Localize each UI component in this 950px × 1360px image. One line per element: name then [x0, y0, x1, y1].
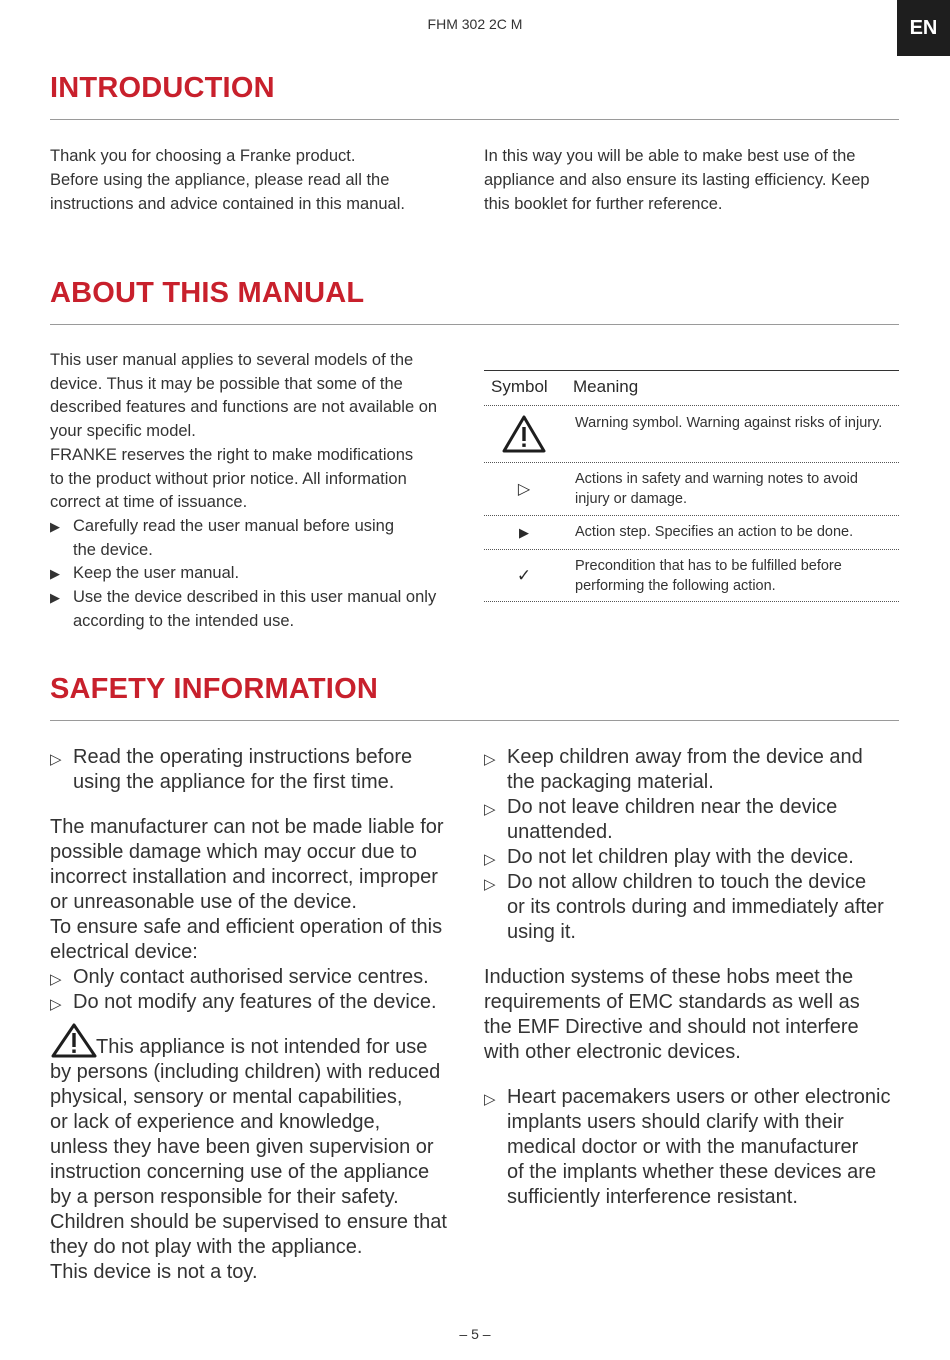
text-line: The manufacturer can not be made liable for [50, 816, 444, 838]
text-line: Do not let children play with the device. [507, 846, 854, 868]
text-line: correct at time of issuance. [50, 493, 248, 512]
about-title: ABOUT THIS MANUAL [50, 277, 365, 309]
introduction-divider [50, 119, 899, 120]
child-safety-list [484, 745, 914, 945]
column-header-meaning: Meaning [573, 377, 639, 396]
open-triangle-icon: ▷ [484, 876, 496, 893]
about-text [50, 349, 475, 633]
text-line: medical doctor or with the manufacturer [507, 1136, 859, 1158]
list-item [50, 965, 475, 990]
open-triangle-icon: ▷ [517, 481, 531, 498]
text-line: electrical device: [50, 941, 198, 963]
language-badge: EN [897, 0, 950, 56]
text-line: by a person responsible for their safety. [50, 1186, 399, 1208]
text-line: to the product without prior notice. All information [50, 469, 407, 488]
open-triangle-icon: ▷ [50, 971, 62, 988]
text-line: Do not modify any features of the device. [73, 991, 437, 1013]
text-line: Before using the appliance, please read all the [50, 171, 390, 189]
text-line: by persons (including children) with reduced [50, 1061, 441, 1083]
text-line: possible damage which may occur due to [50, 841, 417, 863]
open-triangle-icon: ▷ [484, 751, 496, 768]
checkmark-icon: ✓ [516, 565, 532, 585]
text-line: instruction concerning use of the appliance [50, 1161, 430, 1183]
about-divider [50, 324, 899, 325]
text-line: using it. [507, 921, 576, 943]
text-line: Use the device described in this user manual only [73, 588, 437, 607]
text-line: Thank you for choosing a Franke product. [50, 147, 356, 165]
text-line: incorrect installation and incorrect, improper [50, 866, 438, 888]
text-line: with other electronic devices. [484, 1041, 741, 1063]
text-line: unattended. [507, 821, 613, 843]
introduction-title: INTRODUCTION [50, 72, 275, 104]
text-line: Children should be supervised to ensure that [50, 1211, 447, 1233]
warning-triangle-icon [484, 406, 564, 462]
list-item [484, 745, 914, 795]
text-line: Actions in safety and warning notes to avoid [575, 471, 858, 487]
text-line: This user manual applies to several models of the [50, 351, 414, 369]
text-line: Do not allow children to touch the device [507, 871, 867, 893]
open-triangle-icon: ▷ [484, 851, 496, 868]
text-line: unless they have been given supervision or [50, 1136, 434, 1158]
text-line: To ensure safe and efficient operation of this [50, 916, 443, 938]
text-line: or lack of experience and knowledge, [50, 1111, 381, 1133]
list-item [50, 745, 475, 795]
text-line: Keep children away from the device and [507, 746, 863, 768]
pacemaker-note-list [484, 1085, 914, 1210]
text-line: instructions and advice contained in this manual. [50, 195, 405, 213]
symbol-table [484, 370, 899, 602]
text-line: Warning symbol. Warning against risks of injury. [575, 415, 883, 431]
open-triangle-icon: ▷ [484, 801, 496, 818]
text-line: Precondition that has to be fulfilled before [575, 558, 842, 574]
page-number: – 5 – [459, 1326, 491, 1342]
about-action-list [50, 515, 475, 634]
list-item [50, 990, 475, 1015]
text-line: device. Thus it may be possible that some of the [50, 374, 403, 393]
safety-right-column [484, 745, 914, 1210]
text-line: Induction systems of these hobs meet the [484, 966, 854, 988]
text-line: Do not leave children near the device [507, 796, 838, 818]
warning-paragraph-first-line [50, 1035, 475, 1060]
text-line: or unreasonable use of the device. [50, 891, 357, 913]
text-line: Keep the user manual. [73, 564, 240, 583]
safety-title: SAFETY INFORMATION [50, 673, 378, 705]
text-line: Action step. Specifies an action to be done. [575, 524, 854, 540]
meaning-text [575, 516, 899, 542]
text-line: this booklet for further reference. [484, 195, 723, 213]
filled-triangle-icon: ▶ [50, 518, 60, 534]
list-item [484, 1085, 914, 1210]
table-row [484, 515, 899, 549]
list-item [484, 845, 914, 870]
text-line: injury or damage. [575, 491, 688, 507]
list-item [50, 562, 475, 586]
warning-triangle-icon [50, 1023, 98, 1059]
text-line: Only contact authorised service centres. [73, 966, 429, 988]
text-line: the packaging material. [507, 771, 714, 793]
table-row [484, 462, 899, 515]
text-line: In this way you will be able to make best use of the [484, 147, 856, 165]
text-line: they do not play with the appliance. [50, 1236, 363, 1258]
open-triangle-icon: ▷ [50, 751, 62, 768]
symbol-table-header [484, 370, 899, 405]
list-item [484, 870, 914, 945]
text-line: physical, sensory or mental capabilities, [50, 1086, 403, 1108]
safety-left-column [50, 745, 475, 1285]
text-line: described features and functions are not available on [50, 398, 438, 417]
column-header-symbol: Symbol [491, 377, 548, 396]
text-line: Carefully read the user manual before using [73, 516, 395, 535]
meaning-text [575, 550, 899, 596]
table-row [484, 405, 899, 462]
text-line: the EMF Directive and should not interfere [484, 1016, 859, 1038]
text-line: implants users should clarify with their [507, 1111, 844, 1133]
text-line: appliance and also ensure its lasting efficiency. Keep [484, 171, 870, 189]
meaning-text [575, 463, 899, 509]
text-line: the device. [73, 540, 153, 559]
text-line: requirements of EMC standards as well as [484, 991, 860, 1013]
text-line: using the appliance for the first time. [73, 771, 395, 793]
filled-triangle-icon: ▶ [50, 590, 60, 606]
open-triangle-icon: ▷ [484, 1091, 496, 1108]
list-item [484, 795, 914, 845]
text-line: performing the following action. [575, 578, 776, 594]
text-line: your specific model. [50, 422, 196, 441]
table-row [484, 549, 899, 602]
open-triangle-icon: ▷ [50, 996, 62, 1013]
filled-triangle-icon: ▶ [50, 566, 60, 582]
meaning-text [575, 406, 899, 433]
filled-triangle-icon: ▶ [519, 524, 529, 540]
list-item [50, 586, 475, 633]
safety-note-list [50, 745, 475, 795]
introduction-left-text [50, 144, 470, 216]
text-line: Read the operating instructions before [73, 746, 413, 768]
introduction-right-text [484, 144, 904, 216]
safety-note-list [50, 965, 475, 1015]
text-line: or its controls during and immediately after [507, 896, 884, 918]
safety-divider [50, 720, 899, 721]
text-line: of the implants whether these devices are [507, 1161, 877, 1183]
text-line: according to the intended use. [73, 611, 295, 630]
text-line: FRANKE reserves the right to make modifications [50, 445, 414, 464]
list-item [50, 515, 475, 562]
text-line: Heart pacemakers users or other electronic [507, 1086, 891, 1108]
text-line: sufficiently interference resistant. [507, 1186, 798, 1208]
model-number: FHM 302 2C M [427, 16, 523, 32]
text-line: This appliance is not intended for use [96, 1036, 428, 1058]
text-line: This device is not a toy. [50, 1261, 258, 1283]
